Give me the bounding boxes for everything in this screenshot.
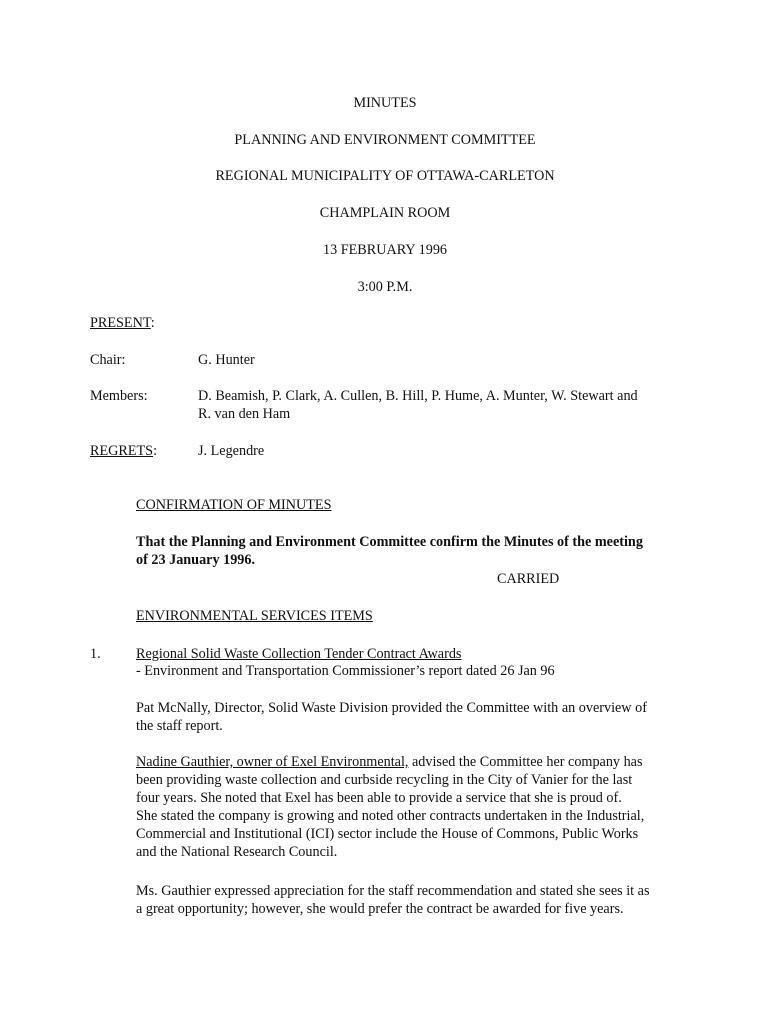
paragraph-line: Pat McNally, Director, Solid Waste Division provided the Committee with an overview of bbox=[136, 700, 647, 716]
committee-name: PLANNING AND ENVIRONMENT COMMITTEE bbox=[234, 132, 536, 148]
paragraph-mcnally bbox=[136, 699, 696, 735]
paragraph-gauthier bbox=[136, 753, 696, 861]
regrets-heading bbox=[90, 442, 157, 460]
paragraph-line: and the National Research Council. bbox=[136, 844, 338, 860]
paragraph-line: the staff report. bbox=[136, 718, 223, 734]
members-label: Members: bbox=[90, 388, 148, 404]
meeting-room: CHAMPLAIN ROOM bbox=[319, 205, 451, 221]
speaker-name: Nadine Gauthier, owner of Exel Environmental, bbox=[136, 754, 409, 770]
paragraph-line: four years. She noted that Exel has been able to provide a service that she is proud of. bbox=[136, 790, 622, 806]
paragraph-text: advised the Committee her company has bbox=[408, 754, 643, 770]
meeting-time: 3:00 P.M. bbox=[357, 279, 413, 295]
regrets-value: J. Legendre bbox=[198, 443, 265, 459]
item-report: - Environment and Transportation Commissioner’s report dated 26 Jan 96 bbox=[136, 663, 555, 679]
confirmation-motion-line-1: That the Planning and Environment Committee confirm the Minutes of the meeting bbox=[136, 534, 643, 550]
present-label: PRESENT bbox=[90, 315, 151, 331]
paragraph-line: Ms. Gauthier expressed appreciation for the staff recommendation and stated she sees it as bbox=[136, 883, 650, 899]
meeting-date: 13 FEBRUARY 1996 bbox=[322, 242, 448, 258]
paragraph-line bbox=[136, 753, 696, 771]
paragraph-line: been providing waste collection and curbside recycling in the City of Vanier for the last bbox=[136, 772, 633, 788]
paragraph-line: Commercial and Institutional (ICI) sector include the House of Commons, Public Works bbox=[136, 826, 639, 842]
regrets-label: REGRETS bbox=[90, 443, 154, 459]
doc-title: MINUTES bbox=[353, 95, 417, 111]
chair-label: Chair: bbox=[90, 352, 126, 368]
paragraph-appreciation bbox=[136, 882, 696, 918]
environmental-heading: ENVIRONMENTAL SERVICES ITEMS bbox=[136, 608, 373, 624]
present-colon: : bbox=[150, 315, 155, 331]
item-number: 1. bbox=[90, 646, 101, 662]
regrets-colon: : bbox=[153, 443, 158, 459]
paragraph-line: She stated the company is growing and noted other contracts undertaken in the Industrial, bbox=[136, 808, 645, 824]
paragraph-line: a great opportunity; however, she would prefer the contract be awarded for five years. bbox=[136, 901, 624, 917]
members-line-1: D. Beamish, P. Clark, A. Cullen, B. Hill, P. Hume, A. Munter, W. Stewart and bbox=[198, 388, 638, 404]
item-title: Regional Solid Waste Collection Tender Contract Awards bbox=[136, 646, 462, 662]
present-heading bbox=[90, 314, 155, 332]
confirmation-motion-line-2: of 23 January 1996. bbox=[136, 552, 256, 568]
municipality-name: REGIONAL MUNICIPALITY OF OTTAWA-CARLETON bbox=[215, 168, 555, 184]
members-line-2: R. van den Ham bbox=[198, 406, 291, 422]
chair-value: G. Hunter bbox=[198, 352, 255, 368]
confirmation-result: CARRIED bbox=[497, 571, 560, 587]
confirmation-heading: CONFIRMATION OF MINUTES bbox=[136, 497, 332, 513]
